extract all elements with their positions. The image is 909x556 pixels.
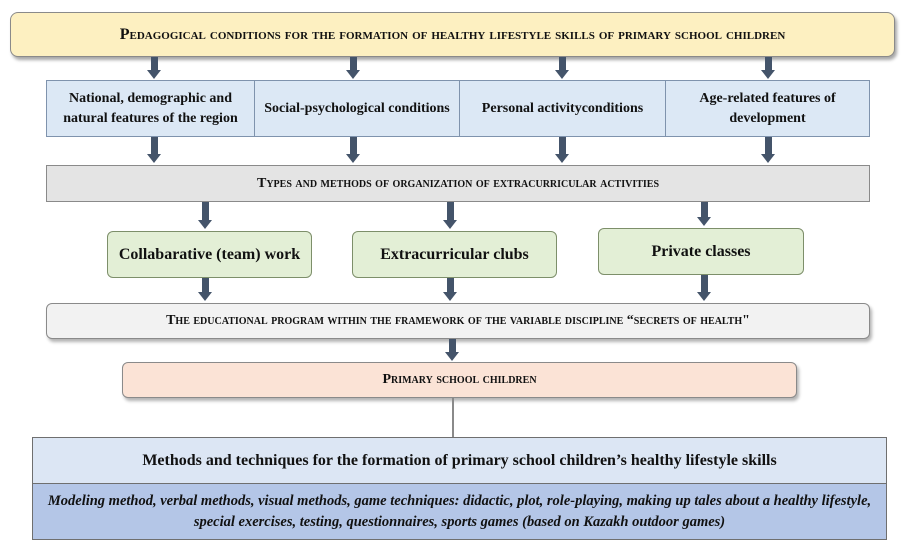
condition-personal-activity <box>459 80 666 137</box>
condition-label: Age-related features of development <box>699 90 836 126</box>
methods-list-text: Modeling method, verbal methods, visual methods, game techniques: didactic, plot, role-playing, making up tales about a healthy lifestyle, special exercises, testing, questionnaires, sports games (based on Kazakh outdoor games) <box>47 492 872 530</box>
arrow-down-icon <box>559 57 566 71</box>
arrow-down-icon <box>350 57 357 71</box>
arrow-down-icon <box>701 275 708 293</box>
activity-label: Extracurricular clubs <box>380 245 529 263</box>
types-methods-text: Types and methods of organization of extracurricular activities <box>256 175 660 191</box>
title-text: Pedagogical conditions for the formation of healthy lifestyle skills of primary school children <box>119 25 786 43</box>
program-text: The educational program within the framework of the variable discipline “secrets of health" <box>166 313 750 328</box>
methods-title-text: Methods and techniques for the formation of primary school children’s healthy lifestyle skills <box>142 451 777 469</box>
arrow-down-icon <box>202 202 209 221</box>
arrow-down-icon <box>765 57 772 71</box>
arrow-down-icon <box>559 137 566 155</box>
activity-team-work <box>107 231 312 278</box>
children-text: Primary school children <box>382 372 537 387</box>
connector-line <box>452 398 454 437</box>
activity-label: Collabarative (team) work <box>118 245 301 263</box>
arrow-down-icon <box>350 137 357 155</box>
title-box <box>10 12 895 57</box>
arrow-down-icon <box>202 278 209 293</box>
condition-regional <box>46 80 255 137</box>
condition-label: Social-psychological conditions <box>264 100 450 116</box>
children-box <box>122 362 797 398</box>
condition-age-related <box>665 80 870 137</box>
program-box <box>46 303 870 339</box>
arrow-down-icon <box>449 339 456 353</box>
methods-title-box <box>32 437 887 484</box>
arrow-down-icon <box>701 202 708 218</box>
condition-label: Personal activityconditions <box>481 100 644 116</box>
arrow-down-icon <box>765 137 772 155</box>
activity-clubs <box>352 231 557 278</box>
condition-label: National, demographic and natural features of the region <box>63 90 238 126</box>
arrow-down-icon <box>151 57 158 71</box>
activity-private-classes <box>598 228 804 275</box>
methods-list-box <box>32 484 887 540</box>
types-methods-box <box>46 165 870 202</box>
activity-label: Private classes <box>651 242 751 260</box>
arrow-down-icon <box>151 137 158 155</box>
condition-social-psychological <box>254 80 460 137</box>
arrow-down-icon <box>447 278 454 293</box>
arrow-down-icon <box>447 202 454 221</box>
